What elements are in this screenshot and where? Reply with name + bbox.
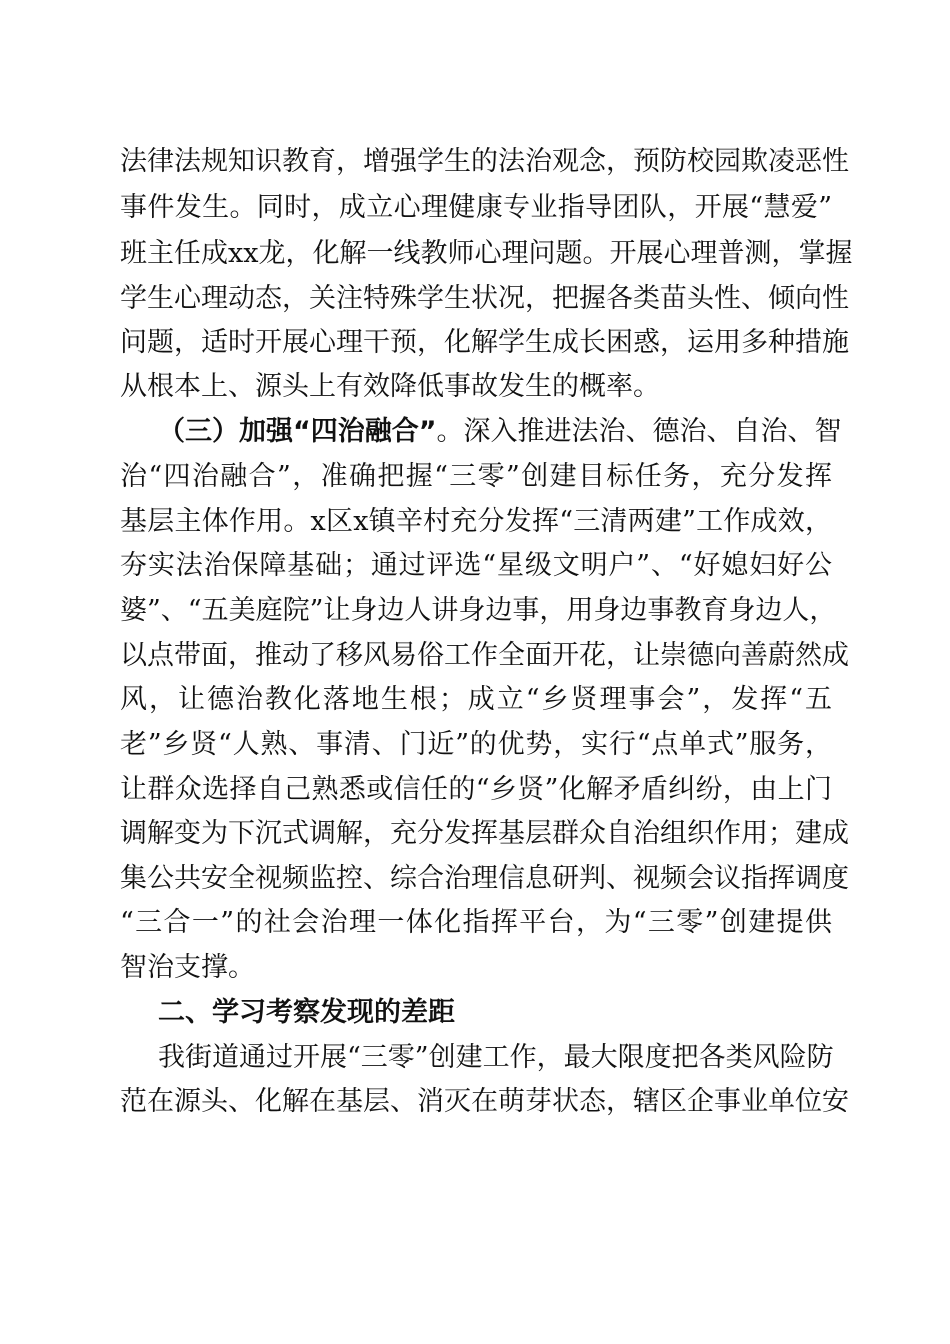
paragraph-text: 。深入推进法治、德治、自治、智 [436,416,842,447]
paragraph-line: 问题，适时开展心理干预，化解学生成长困惑，运用多种措施 [120,327,849,358]
paragraph-line: “三合一”的社会治理一体化指挥平台，为“三零”创建提供 [120,907,832,938]
paragraph-line: 事件发生。同时，成立心理健康专业指导团队，开展“慧爱” [120,192,832,223]
paragraph-first-line: 我街道通过开展“三零”创建工作，最大限度把各类风险防 [158,1042,834,1073]
paragraph-line: 老”乡贤“人熟、事清、门近”的优势，实行“点单式”服务， [120,729,832,760]
paragraph-line: 让群众选择自己熟悉或信任的“乡贤”化解矛盾纠纷，由上门 [120,774,832,805]
paragraph-line: 范在源头、化解在基层、消灭在萌芽状态，辖区企事业单位安 [120,1086,849,1117]
paragraph-line: 婆”、“五美庭院”让身边人讲身边事，用身边事教育身边人， [120,595,837,626]
paragraph-line: 风，让德治教化落地生根；成立“乡贤理事会”，发挥“五 [120,684,832,715]
section-heading: 二、学习考察发现的差距 [158,997,455,1028]
paragraph-line: 基层主体作用。x区x镇辛村充分发挥“三清两建”工作成效， [120,506,832,537]
paragraph-line: 从根本上、源头上有效降低事故发生的概率。 [120,371,660,402]
paragraph-line: 调解变为下沉式调解，充分发挥基层群众自治组织作用；建成 [120,818,849,849]
subheading-lead: （三）加强“四治融合” [158,416,437,447]
paragraph-line: 以点带面，推动了移风易俗工作全面开花，让崇德向善蔚然成 [120,640,849,671]
paragraph-line: 班主任成xx龙，化解一线教师心理问题。开展心理普测，掌握 [120,238,853,269]
paragraph-line: 集公共安全视频监控、综合治理信息研判、视频会议指挥调度 [120,863,849,894]
paragraph-line: 法律法规知识教育，增强学生的法治观念，预防校园欺凌恶性 [120,146,849,177]
paragraph-first-line [158,410,842,454]
paragraph-line: 治“四治融合”，准确把握“三零”创建目标任务，充分发挥 [120,461,832,492]
paragraph-line: 学生心理动态，关注特殊学生状况，把握各类苗头性、倾向性 [120,283,849,314]
paragraph-line: 夯实法治保障基础；通过评选“星级文明户”、“好媳妇好公 [120,550,832,581]
paragraph-line: 智治支撑。 [120,952,255,983]
